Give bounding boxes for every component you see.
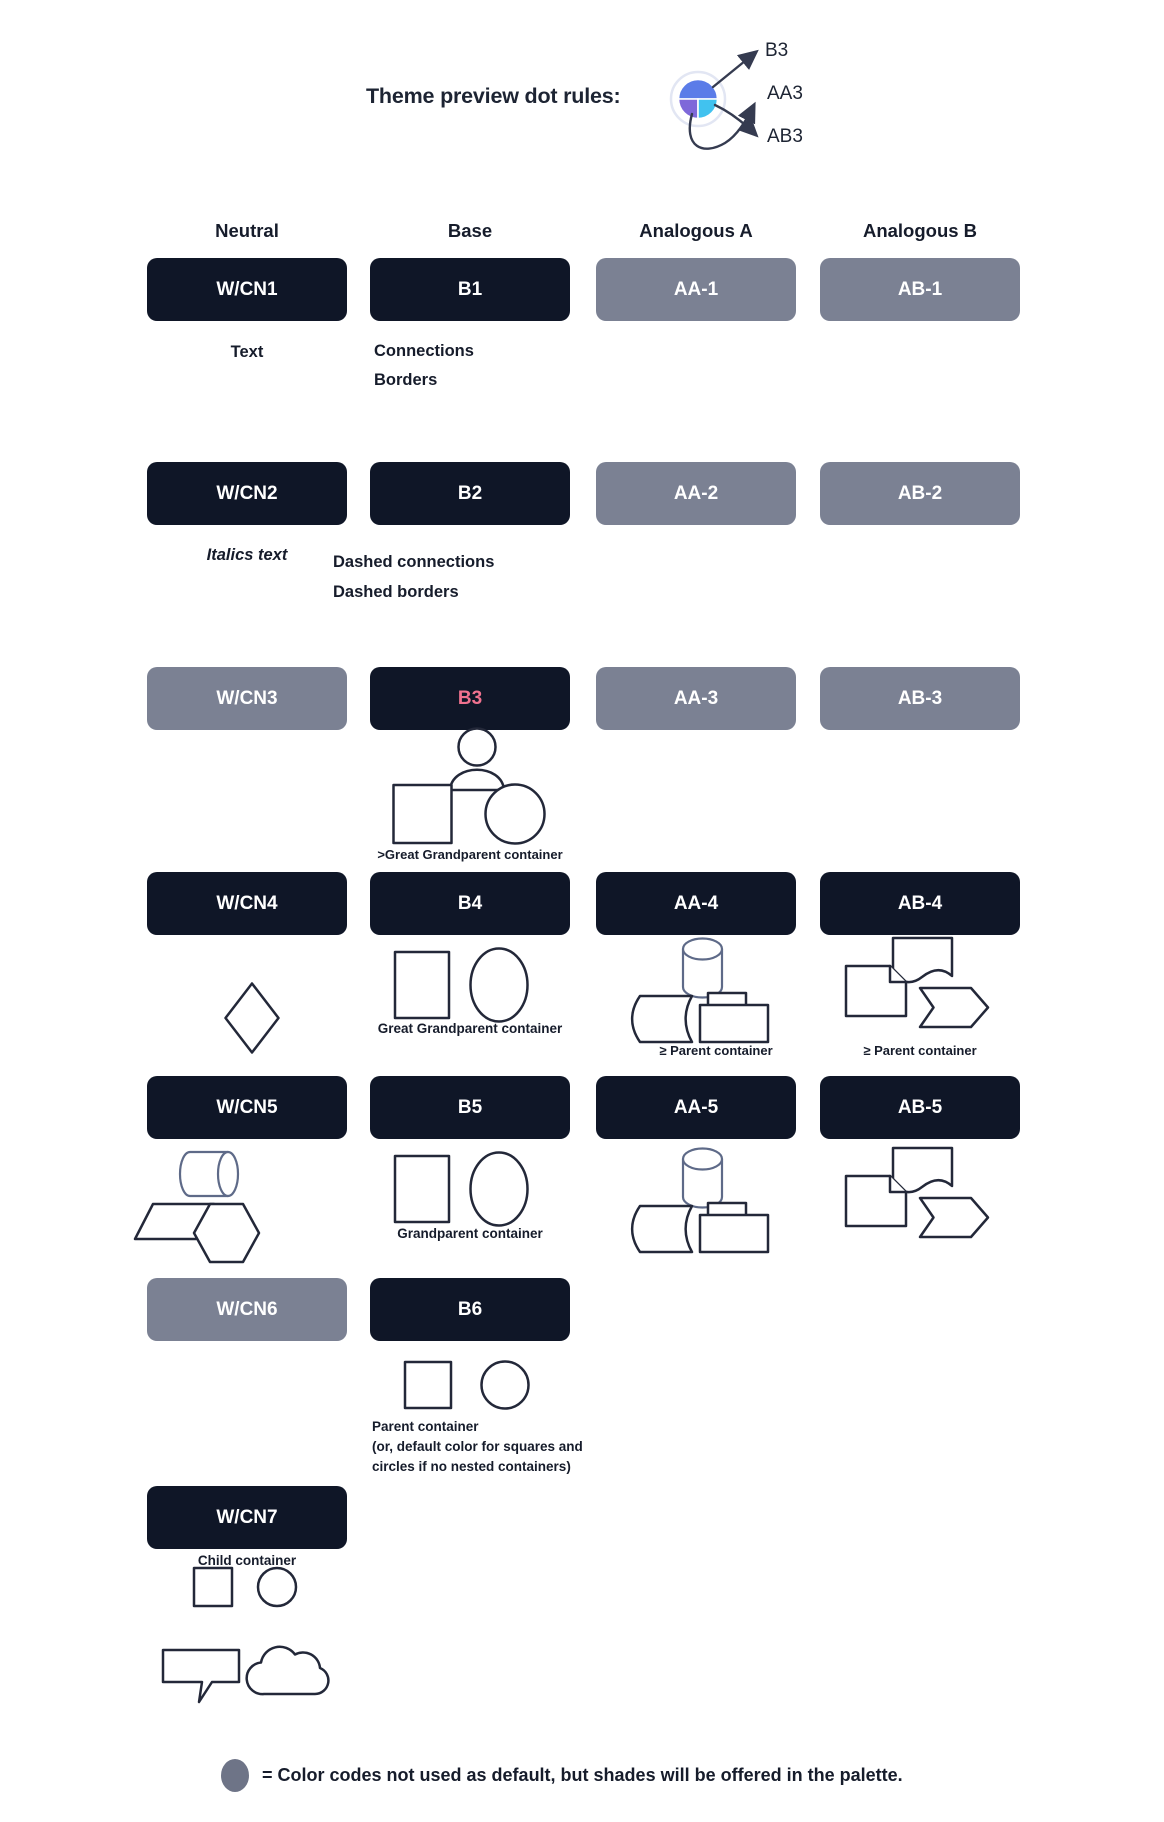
label-aa-parent-container: ≥ Parent container (659, 1043, 773, 1058)
note-neutral-italics-text: Italics text (206, 546, 288, 564)
label-parent-container: Parent container (372, 1419, 479, 1434)
swatch-wcn1: W/CN1 (147, 258, 347, 321)
swatch-wcn2: W/CN2 (147, 462, 347, 525)
b6-shape-group (403, 1360, 533, 1412)
label-grandparent: Grandparent container (397, 1226, 543, 1241)
ab5-shape-group (840, 1146, 990, 1241)
column-header-neutral: Neutral (215, 220, 279, 241)
column-header-analogous-a: Analogous A (639, 220, 753, 241)
column-header-analogous-b: Analogous B (862, 220, 978, 241)
swatch-ab4: AB-4 (820, 872, 1020, 935)
note-line-dashed-connections: Dashed connections (333, 553, 495, 571)
b4-shape-group (393, 946, 543, 1026)
circle-shape (471, 949, 528, 1022)
dot-rule-label-aa3: AA3 (767, 83, 803, 104)
label-parent-container-note2: circles if no nested containers) (372, 1459, 571, 1474)
dot-rule-label-b3: B3 (765, 40, 789, 61)
person-shoulders-shape (450, 770, 504, 790)
b3-shape-group (380, 726, 560, 848)
note-base-connections-borders (374, 337, 474, 394)
page-title: Theme preview dot rules: (366, 84, 621, 108)
swatch-wcn6: W/CN6 (147, 1278, 347, 1341)
swatch-wcn7: W/CN7 (147, 1486, 347, 1549)
wcn7-shape-group (192, 1566, 300, 1608)
cylinder-top-shape (683, 939, 722, 960)
circle-shape (258, 1568, 296, 1606)
square-shape (394, 785, 452, 843)
label-child-container: Child container (197, 1553, 297, 1568)
note-base-dashed (333, 547, 494, 607)
label-great-grandparent-gt: >Great Grandparent container (377, 847, 563, 862)
swatch-wcn5: W/CN5 (147, 1076, 347, 1139)
swatch-ab3: AB-3 (820, 667, 1020, 730)
swatch-b2: B2 (370, 462, 570, 525)
square-shape (405, 1362, 451, 1408)
chevron-banner-shape (920, 988, 988, 1027)
arrow-to-b3 (713, 52, 756, 87)
swatch-ab1: AB-1 (820, 258, 1020, 321)
document-shape (893, 1148, 952, 1192)
folder-body-shape (700, 1005, 768, 1042)
swatch-b4: B4 (370, 872, 570, 935)
swatch-aa3: AA-3 (596, 667, 796, 730)
swatch-aa1: AA-1 (596, 258, 796, 321)
circle-shape (482, 1362, 529, 1409)
aa5-shape-group (618, 1146, 788, 1258)
note-neutral-text: Text (230, 343, 264, 361)
legend-text: = Color codes not used as default, but shades will be offered in the palette. (262, 1765, 903, 1785)
cylinder-top-shape (683, 1149, 722, 1170)
wcn4-diamond-shape (224, 982, 280, 1054)
folder-body-shape (700, 1215, 768, 1252)
swatch-b3: B3 (370, 667, 570, 730)
swatch-ab2: AB-2 (820, 462, 1020, 525)
swatch-aa5: AA-5 (596, 1076, 796, 1139)
horizontal-cylinder-cap-shape (218, 1152, 238, 1196)
circle-shape (471, 1153, 528, 1226)
note-line-connections: Connections (374, 342, 474, 360)
speech-bubble-shape (163, 1650, 239, 1702)
swatch-wcn4: W/CN4 (147, 872, 347, 935)
note-line-borders: Borders (374, 370, 438, 389)
column-header-base: Base (447, 220, 493, 241)
swatch-aa4: AA-4 (596, 872, 796, 935)
wcn5-shape-group (132, 1146, 264, 1264)
stored-data-shape (632, 996, 692, 1042)
swatch-b1: B1 (370, 258, 570, 321)
person-head-shape (459, 729, 496, 766)
swatch-b6: B6 (370, 1278, 570, 1341)
label-parent-container-note1: (or, default color for squares and (372, 1439, 583, 1454)
theme-preview-dot-figure (640, 28, 860, 160)
document-shape (893, 938, 952, 982)
label-parent-container-block (372, 1417, 632, 1477)
label-great-grandparent: Great Grandparent container (377, 1021, 563, 1036)
wcn7-shape-group-2 (160, 1640, 335, 1706)
dot-rule-label-ab3: AB3 (767, 126, 803, 147)
aa4-shape-group (618, 936, 788, 1048)
legend-gray-dot (221, 1759, 249, 1792)
square-shape (395, 1156, 449, 1222)
b5-shape-group (393, 1150, 543, 1230)
chevron-banner-shape (920, 1198, 988, 1237)
square-shape (395, 952, 449, 1018)
swatch-ab5: AB-5 (820, 1076, 1020, 1139)
cloud-shape (247, 1647, 329, 1694)
swatch-b5: B5 (370, 1076, 570, 1139)
note-line-dashed-borders: Dashed borders (333, 583, 459, 601)
swatch-wcn3: W/CN3 (147, 667, 347, 730)
label-ab-parent-container: ≥ Parent container (863, 1043, 977, 1058)
ab4-shape-group (840, 936, 990, 1031)
circle-shape (486, 785, 545, 844)
square-shape (194, 1568, 232, 1606)
swatch-aa2: AA-2 (596, 462, 796, 525)
stored-data-shape (632, 1206, 692, 1252)
